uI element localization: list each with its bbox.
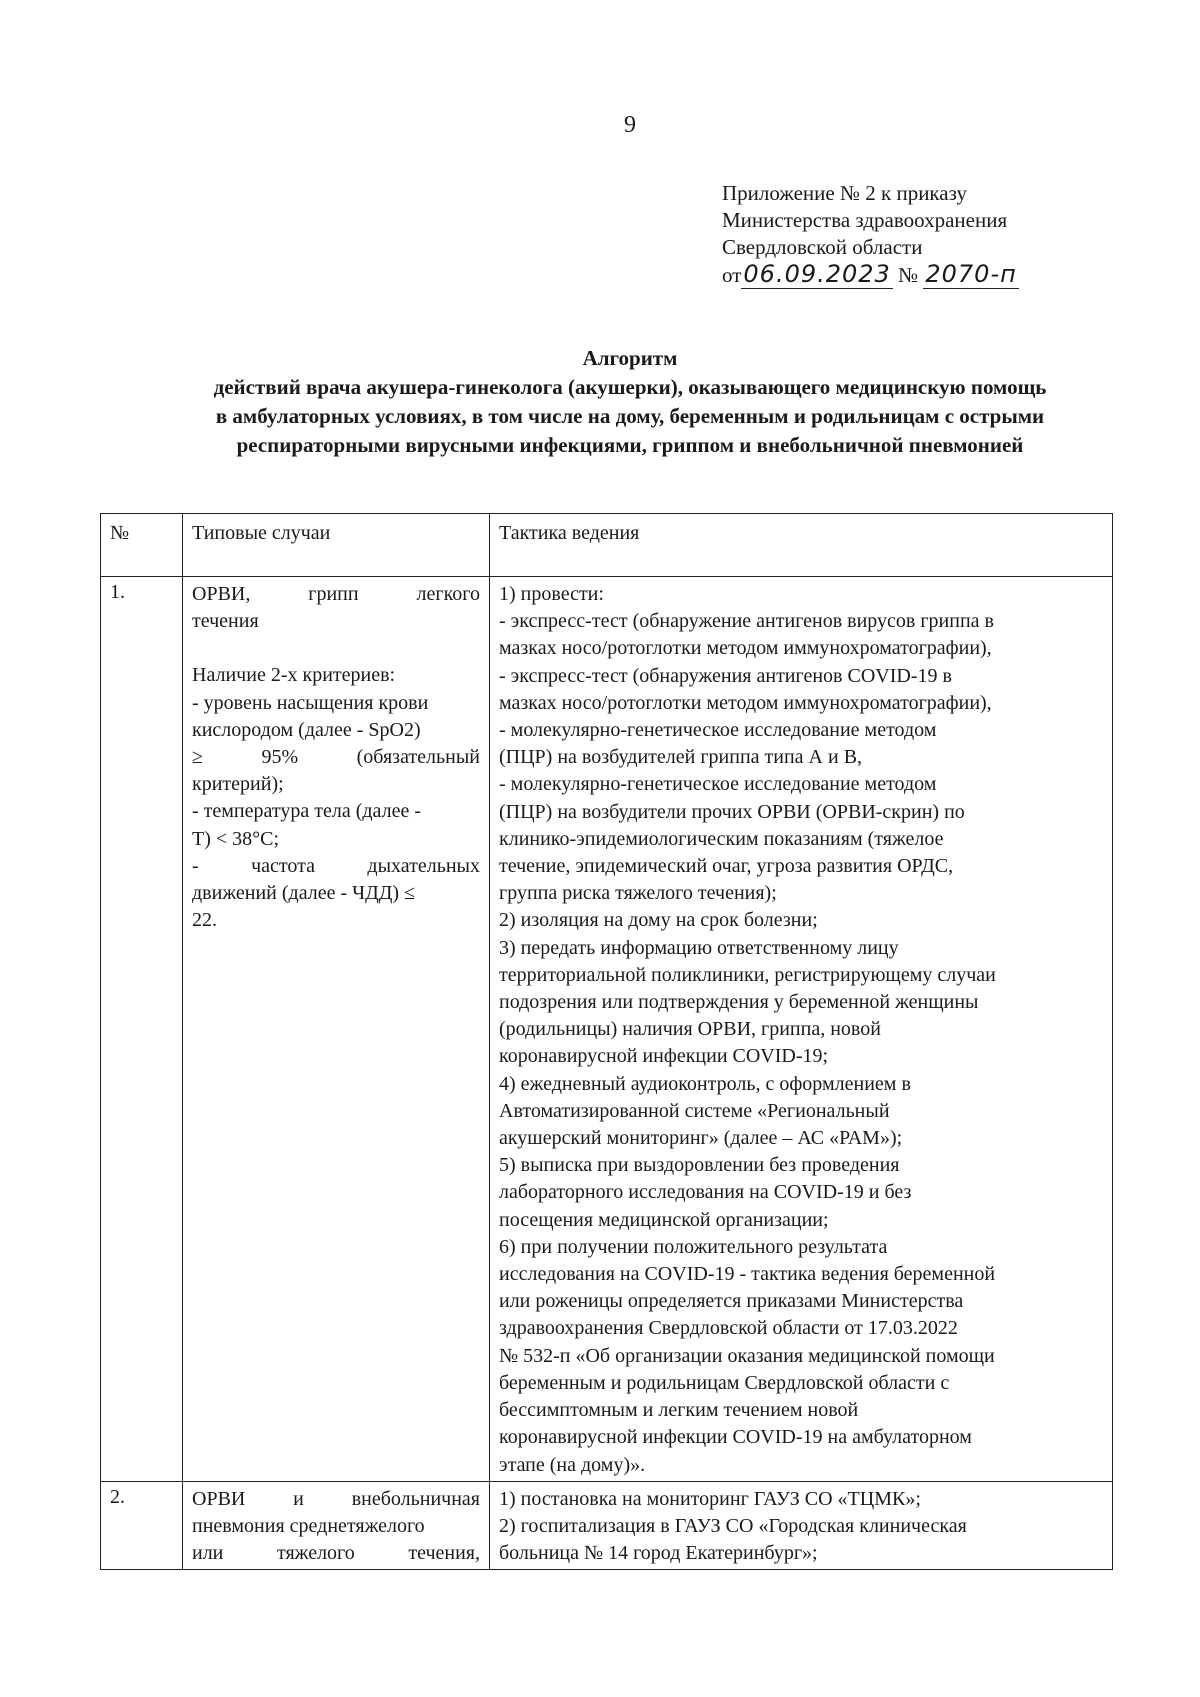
- appendix-line-1: Приложение № 2 к приказу: [722, 181, 967, 205]
- header-tactics: Тактика ведения: [490, 514, 1113, 577]
- case-description-line: ≥ 95% (обязательный: [192, 746, 480, 769]
- management-tactics-line: 6) при получении положительного результата: [499, 1235, 888, 1258]
- appendix-block: [722, 180, 1019, 289]
- management-tactics-line: коронавирусной инфекции COVID-19;: [499, 1045, 829, 1068]
- management-tactics-line: бессимптомным и легким течением новой: [499, 1399, 859, 1422]
- number-prefix: №: [898, 263, 919, 287]
- management-tactics-line: подозрения или подтверждения у беременной женщины: [499, 991, 979, 1014]
- management-tactics-line: акушерский мониторинг» (далее – АС «РАМ»);: [499, 1127, 903, 1150]
- table-row: [101, 577, 1113, 1482]
- heading-line-1: действий врача акушера-гинеколога (акушерки), оказывающего медицинскую помощь: [213, 375, 1047, 399]
- case-description-line: Наличие 2-х критериев:: [192, 664, 396, 687]
- case-description: [183, 577, 490, 1482]
- table-row: [101, 1481, 1113, 1570]
- case-description-line: ОРВИ и внебольничная: [192, 1487, 480, 1510]
- management-tactics-line: территориальной поликлиники, регистрирующему случаи: [499, 963, 996, 986]
- management-tactics-line: 3) передать информацию ответственному лицу: [499, 936, 899, 959]
- management-tactics-line: посещения медицинской организации;: [499, 1208, 829, 1231]
- management-tactics-line: № 532-п «Об организации оказания медицинской помощи: [499, 1344, 995, 1367]
- management-tactics-line: группа риска тяжелого течения);: [499, 882, 777, 905]
- row-number: 1.: [101, 577, 183, 1482]
- management-tactics-line: 5) выписка при выздоровлении без проведения: [499, 1154, 900, 1177]
- case-description-line: - уровень насыщения крови: [192, 691, 429, 714]
- management-tactics-line: мазках носо/ротоглотки методом иммунохроматографии),: [499, 637, 992, 660]
- header-number: №: [101, 514, 183, 577]
- case-description-line: кислородом (далее - SpO2): [192, 718, 421, 741]
- case-description-line: - частота дыхательных: [192, 854, 480, 877]
- management-tactics-line: - молекулярно-генетическое исследование методом: [499, 719, 937, 742]
- management-tactics-line: 1) постановка на мониторинг ГАУЗ СО «ТЦМК»;: [499, 1487, 921, 1510]
- management-tactics-line: лабораторного исследования на COVID-19 и без: [499, 1181, 912, 1204]
- management-tactics-line: - молекулярно-генетическое исследование методом: [499, 773, 937, 796]
- case-description-line: движений (далее - ЧДД) ≤: [192, 882, 416, 905]
- management-tactics-line: беременным и родильницам Свердловской области с: [499, 1371, 950, 1394]
- table-header-row: [101, 514, 1113, 577]
- case-description-line: 22.: [192, 909, 217, 932]
- table-body: [101, 577, 1113, 1570]
- row-number: 2.: [101, 1481, 183, 1570]
- management-tactics-line: исследования на COVID-19 - тактика ведения беременной: [499, 1263, 996, 1286]
- management-tactics-line: клинико-эпидемиологическим показаниям (тяжелое: [499, 827, 944, 850]
- management-tactics-line: 1) провести:: [499, 583, 604, 605]
- case-description-line: Т) < 38°C;: [192, 827, 280, 850]
- management-tactics-line: - экспресс-тест (обнаружение антигенов вирусов гриппа в: [499, 610, 994, 633]
- management-tactics-line: мазках носо/ротоглотки методом иммунохроматографии),: [499, 691, 992, 714]
- document-heading: [140, 344, 1120, 460]
- management-tactics-line: больница № 14 город Екатеринбург»;: [499, 1542, 818, 1565]
- management-tactics-line: коронавирусной инфекции COVID-19 на амбулаторном: [499, 1426, 972, 1449]
- management-tactics-line: здравоохранения Свердловской области от 17.03.2022: [499, 1317, 958, 1340]
- case-description-line: пневмония среднетяжелого: [192, 1514, 425, 1537]
- case-description-line: критерий);: [192, 773, 284, 796]
- management-tactics-line: Автоматизированной системе «Региональный: [499, 1099, 890, 1122]
- management-tactics-line: течение, эпидемический очаг, угроза развития ОРДС,: [499, 855, 954, 878]
- management-tactics-line: (родильницы) наличия ОРВИ, гриппа, новой: [499, 1018, 881, 1041]
- case-description-line: - температура тела (далее -: [192, 800, 421, 823]
- page-number: 9: [624, 112, 636, 138]
- management-tactics-line: (ПЦР) на возбудители прочих ОРВИ (ОРВИ-скрин) по: [499, 800, 965, 823]
- heading-line-2: в амбулаторных условиях, в том числе на дому, беременным и родильницам с острыми: [215, 404, 1045, 428]
- management-tactics: [490, 1481, 1113, 1570]
- management-tactics-line: - экспресс-тест (обнаружения антигенов COVID-19 в: [499, 664, 952, 687]
- case-description-line: или тяжелого течения,: [192, 1542, 480, 1565]
- appendix-line-3: Свердловской области: [722, 235, 923, 259]
- appendix-line-2: Министерства здравоохранения: [722, 208, 1008, 232]
- management-tactics-line: этапе (на дому)».: [499, 1453, 646, 1476]
- heading-title: Алгоритм: [582, 346, 678, 370]
- algorithm-table: [100, 513, 1113, 1570]
- case-description-line: течения: [192, 610, 259, 633]
- order-number-handwritten: 2070-п: [925, 260, 1017, 288]
- management-tactics-line: или роженицы определяется приказами Министерства: [499, 1290, 964, 1313]
- management-tactics: [490, 577, 1113, 1482]
- management-tactics-line: 4) ежедневный аудиоконтроль, с оформлением в: [499, 1072, 911, 1095]
- case-description: [183, 1481, 490, 1570]
- header-cases: Типовые случаи: [183, 514, 490, 577]
- management-tactics-line: 2) изоляция на дому на срок болезни;: [499, 909, 818, 932]
- heading-line-3: респираторными вирусными инфекциями, гриппом и внебольничной пневмонией: [236, 433, 1024, 457]
- date-prefix: от: [722, 263, 742, 287]
- management-tactics-line: (ПЦР) на возбудителей гриппа типа А и В,: [499, 746, 863, 769]
- management-tactics-line: 2) госпитализация в ГАУЗ СО «Городская клиническая: [499, 1514, 967, 1537]
- case-description-line: [192, 635, 480, 662]
- case-description-line: ОРВИ, грипп легкого: [192, 583, 480, 605]
- order-date-handwritten: 06.09.2023: [743, 260, 891, 288]
- order-date-number-line: [722, 261, 1019, 289]
